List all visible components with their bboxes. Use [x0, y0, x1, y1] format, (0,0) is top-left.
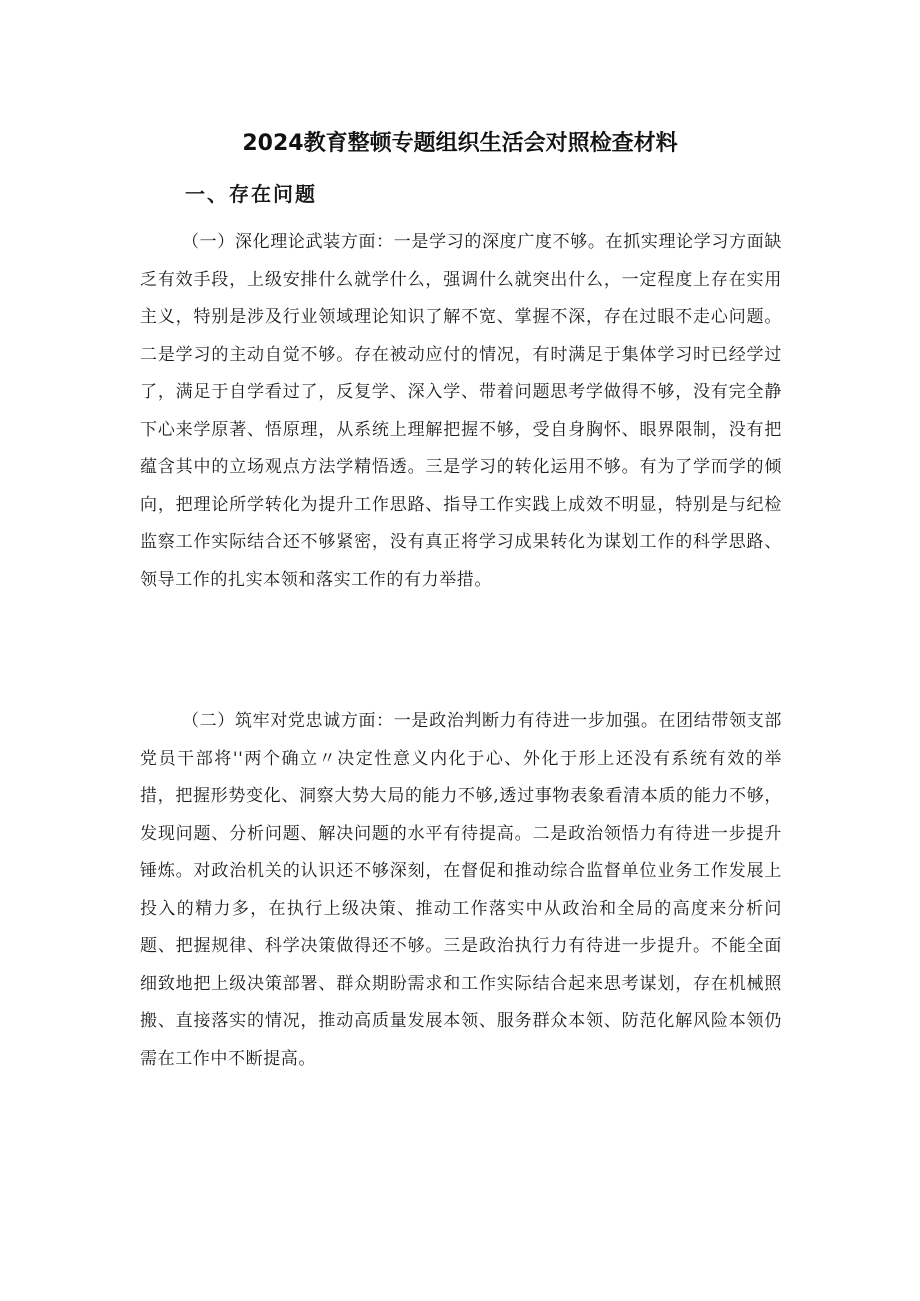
paragraph-theory-study: （一）深化理论武装方面：一是学习的深度广度不够。在抓实理论学习方面缺乏有效手段，上级安排什么就学什么，强调什么就突出什么，一定程度上存在实用主义，特别是涉及行业领域理论知识了解不宽、掌握不深，存在过眼不走心问题。二是学习的主动自觉不够。存在被动应付的情况，有时满足于集体学习时已经学过了，满足于自学看过了，反复学、深入学、带着问题思考学做得不够，没有完全静下心来学原著、悟原理，从系统上理解把握不够，受自身胸怀、眼界限制，没有把蕴含其中的立场观点方法学精悟透。三是学习的转化运用不够。有为了学而学的倾向，把理论所学转化为提升工作思路、指导工作实践上成效不明显，特别是与纪检监察工作实际结合还不够紧密，没有真正将学习成果转化为谋划工作的科学思路、领导工作的扎实本领和落实工作的有力举措。 — [140, 232, 782, 590]
document-title: 2024教育整顿专题组织生活会对照检查材料 — [242, 131, 678, 156]
section-heading: 一、存在问题 — [185, 182, 317, 206]
paragraph-party-loyalty: （二）筑牢对党忠诚方面：一是政治判断力有待进一步加强。在团结带领支部党员干部将''两个确立〃决定性意义内化于心、外化于形上还没有系统有效的举措，把握形势变化、洞察大势大局的能力不够,透过事物表象看清本质的能力不够，发现问题、分析问题、解决问题的水平有待提高。二是政治领悟力有待进一步提升锤炼。对政治机关的认识还不够深刻，在督促和推动综合监督单位业务工作发展上投入的精力多，在执行上级决策、推动工作落实中从政治和全局的高度来分析问题、把握规律、科学决策做得还不够。三是政治执行力有待进一步提升。不能全面细致地把上级决策部署、群众期盼需求和工作实际结合起来思考谋划，存在机械照搬、直接落实的情况，推动高质量发展本领、服务群众本领、防范化解风险本领仍需在工作中不断提高。 — [140, 711, 782, 1069]
